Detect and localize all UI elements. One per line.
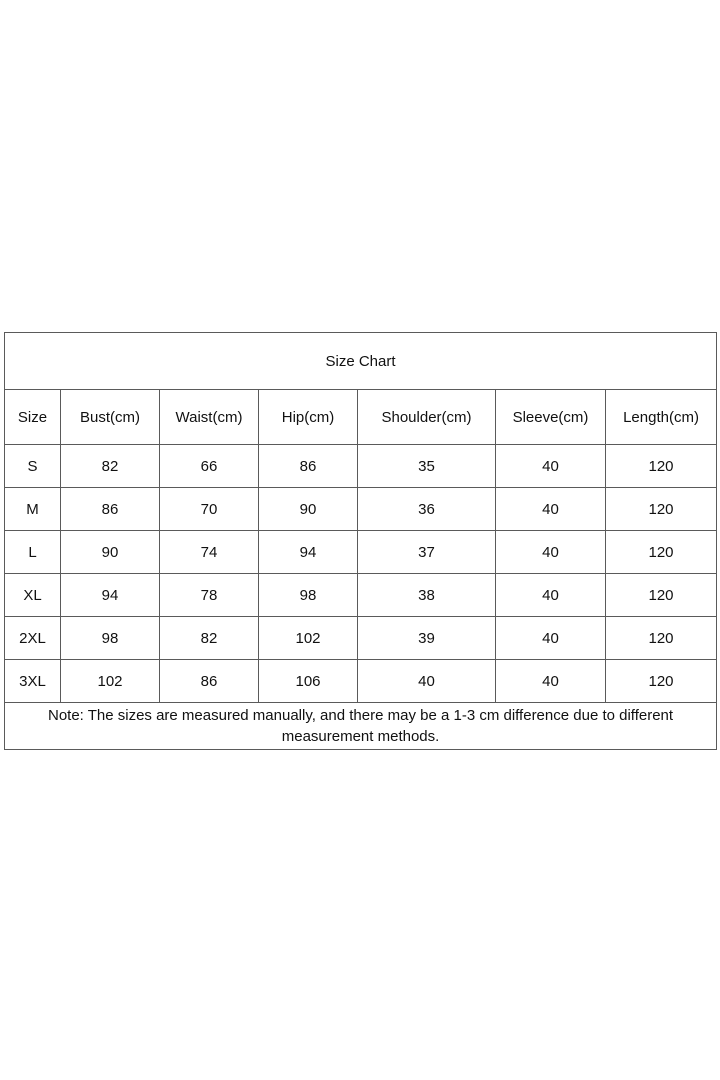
measurement-cell: 98 xyxy=(61,617,160,660)
measurement-cell: 40 xyxy=(496,660,606,703)
table-row xyxy=(5,617,717,660)
column-header: Waist(cm) xyxy=(160,390,259,445)
measurement-cell: 38 xyxy=(358,574,496,617)
measurement-cell: 94 xyxy=(259,531,358,574)
measurement-cell: 35 xyxy=(358,445,496,488)
measurement-cell: 120 xyxy=(606,617,717,660)
table-row xyxy=(5,660,717,703)
measurement-cell: 86 xyxy=(61,488,160,531)
measurement-cell: 40 xyxy=(496,531,606,574)
column-header: Sleeve(cm) xyxy=(496,390,606,445)
measurement-cell: 82 xyxy=(61,445,160,488)
measurement-cell: 120 xyxy=(606,531,717,574)
measurement-cell: 40 xyxy=(496,574,606,617)
measurement-cell: 90 xyxy=(61,531,160,574)
column-header: Bust(cm) xyxy=(61,390,160,445)
size-chart-table xyxy=(4,332,717,750)
column-header: Length(cm) xyxy=(606,390,717,445)
chart-title: Size Chart xyxy=(5,333,717,390)
measurement-cell: 70 xyxy=(160,488,259,531)
size-label-cell: L xyxy=(5,531,61,574)
measurement-cell: 86 xyxy=(259,445,358,488)
measurement-cell: 120 xyxy=(606,574,717,617)
measurement-cell: 94 xyxy=(61,574,160,617)
measurement-cell: 106 xyxy=(259,660,358,703)
measurement-note: Note: The sizes are measured manually, and there may be a 1-3 cm difference due to different measurement methods. xyxy=(5,703,717,750)
table-row xyxy=(5,531,717,574)
measurement-cell: 40 xyxy=(358,660,496,703)
column-header: Hip(cm) xyxy=(259,390,358,445)
measurement-cell: 40 xyxy=(496,445,606,488)
measurement-cell: 40 xyxy=(496,617,606,660)
size-label-cell: 2XL xyxy=(5,617,61,660)
measurement-cell: 102 xyxy=(61,660,160,703)
measurement-cell: 37 xyxy=(358,531,496,574)
note-row xyxy=(5,703,717,750)
measurement-cell: 82 xyxy=(160,617,259,660)
size-label-cell: S xyxy=(5,445,61,488)
size-label-cell: XL xyxy=(5,574,61,617)
table-row xyxy=(5,488,717,531)
measurement-cell: 120 xyxy=(606,445,717,488)
measurement-cell: 36 xyxy=(358,488,496,531)
measurement-cell: 102 xyxy=(259,617,358,660)
size-label-cell: 3XL xyxy=(5,660,61,703)
measurement-cell: 120 xyxy=(606,488,717,531)
table-row xyxy=(5,574,717,617)
measurement-cell: 78 xyxy=(160,574,259,617)
size-label-cell: M xyxy=(5,488,61,531)
size-chart xyxy=(4,332,716,750)
measurement-cell: 66 xyxy=(160,445,259,488)
measurement-cell: 74 xyxy=(160,531,259,574)
title-row xyxy=(5,333,717,390)
measurement-cell: 40 xyxy=(496,488,606,531)
table-row xyxy=(5,445,717,488)
measurement-cell: 86 xyxy=(160,660,259,703)
measurement-cell: 90 xyxy=(259,488,358,531)
measurement-cell: 39 xyxy=(358,617,496,660)
header-row xyxy=(5,390,717,445)
column-header: Size xyxy=(5,390,61,445)
column-header: Shoulder(cm) xyxy=(358,390,496,445)
measurement-cell: 98 xyxy=(259,574,358,617)
measurement-cell: 120 xyxy=(606,660,717,703)
